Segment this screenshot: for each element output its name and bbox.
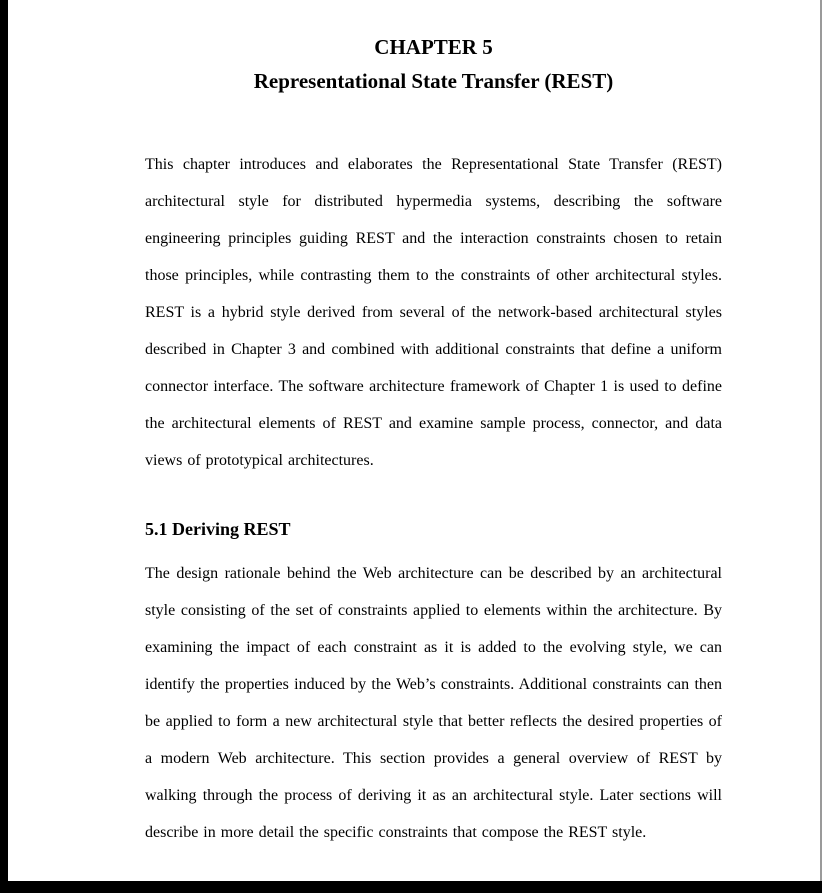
section-paragraph: The design rationale behind the Web architecture can be described by an architectural style consisting of the set of constraints applied to elements within the architecture. By examining the impact of each constraint as it is added to the evolving style, we can identify the properties induced by the Web’s constraints. Additional constraints can then be applied to form a new architectural style that better reflects the desired properties of a modern Web architecture. This section provides a general overview of REST by walking through the process of deriving it as an architectural style. Later sections will describe in more detail the specific constraints that compose the REST style. xyxy=(145,565,722,841)
chapter-label: CHAPTER 5 xyxy=(374,35,493,59)
document-page xyxy=(145,34,722,851)
page-left-edge xyxy=(0,0,8,893)
chapter-title: Representational State Transfer (REST) xyxy=(253,69,614,93)
intro-paragraph: This chapter introduces and elaborates the Representational State Transfer (REST) architectural style for distributed hypermedia systems, describing the software engineering principles guiding REST and the interaction constraints chosen to retain those principles, while contrasting them to the constraints of other architectural styles. REST is a hybrid style derived from several of the network-based architectural styles described in Chapter 3 and combined with additional constraints that define a uniform connector interface. The software architecture framework of Chapter 1 is used to define the architectural elements of REST and examine sample process, connector, and data views of prototypical architectures. xyxy=(145,156,722,469)
page-bottom-edge xyxy=(0,881,822,893)
section-heading: 5.1 Deriving REST xyxy=(145,519,291,539)
